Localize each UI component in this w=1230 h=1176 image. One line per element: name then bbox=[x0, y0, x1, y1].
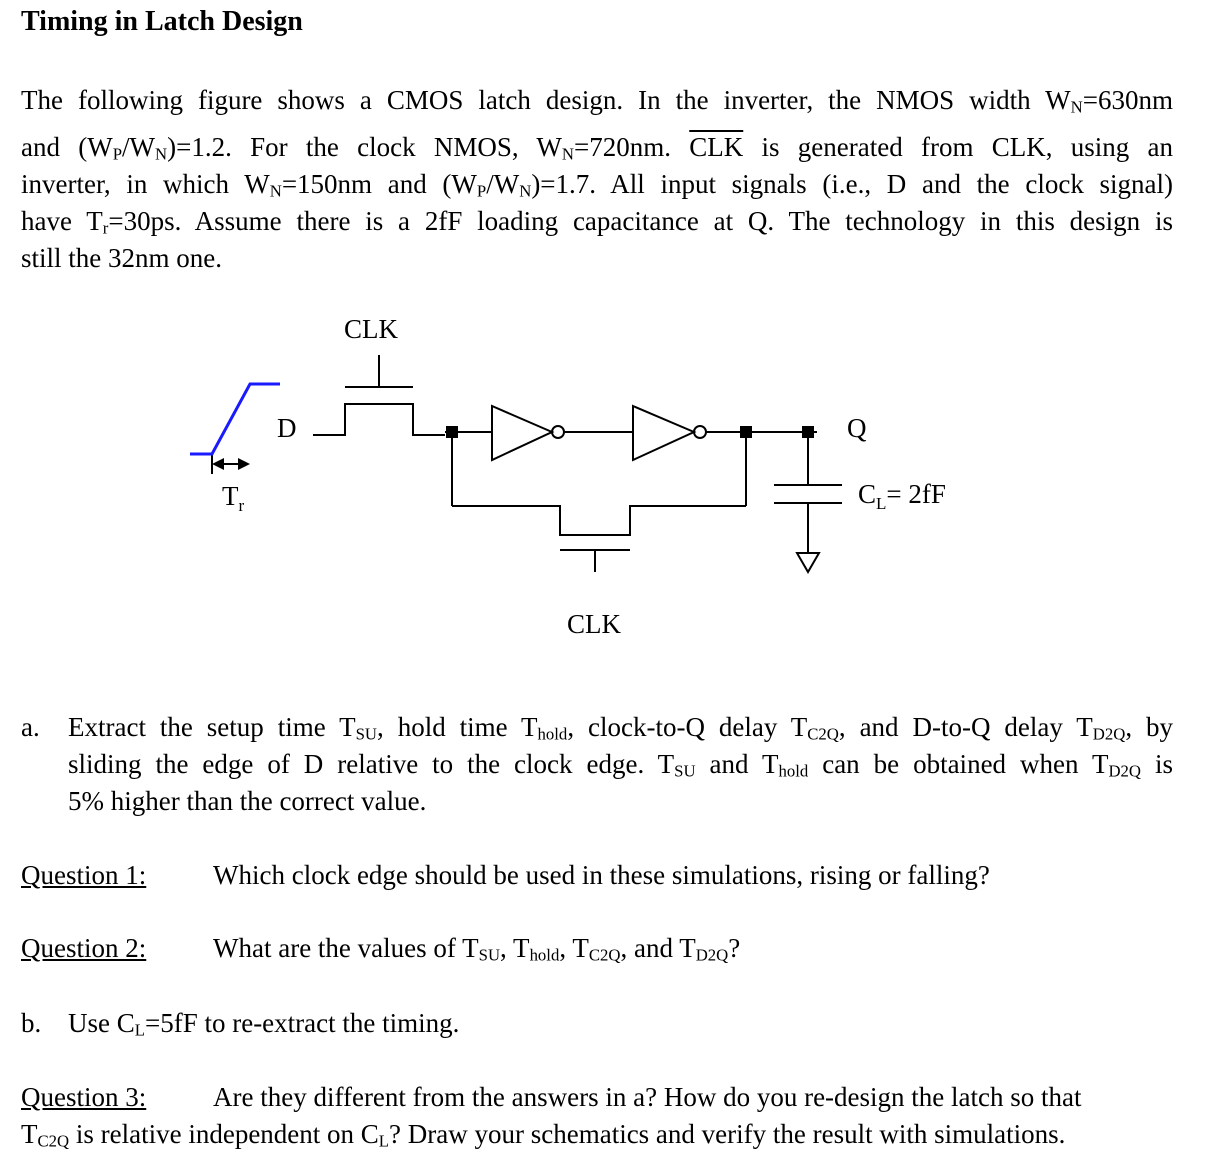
question-3-line-2: $T_{C2Q}$ is relative independent on $C_L$? Draw your schematics and verify the result with simulations. bbox=[21, 1119, 1066, 1151]
part-a-line-1: Extract the setup time $T_{SU}$, hold time $T_{hold}$, clock-to-Q delay $T_{C2Q}$, and D-to-Q delay $T_{D2Q}$, by bbox=[68, 712, 1173, 744]
part-b-marker: b. bbox=[21, 1008, 42, 1038]
question-2-text: What are the values of $T_{SU}$, $T_{hold}$, $T_{C2Q}$, and $T_{D2Q}$? bbox=[213, 933, 741, 965]
part-a-marker: a. bbox=[21, 712, 40, 742]
clk-top-label: CLK bbox=[344, 314, 398, 344]
question-1 bbox=[21, 857, 990, 894]
part-b-text: Use $C_L=5fF$ to re-extract the timing. bbox=[68, 1008, 460, 1040]
cl-label: $C_L= 2fF$ bbox=[858, 479, 946, 513]
intro-paragraph bbox=[21, 82, 1173, 277]
part-a-line-2: sliding the edge of D relative to the clock edge. $T_{SU}$ and $T_{hold}$ can be obtained when $T_{D2Q}$ is bbox=[68, 749, 1173, 781]
intro-line-2: and $(W_P/W_N)=1.2$. For the clock NMOS, $W_N=720nm$. $\overline{CLK}$ is generated from CLK, using an bbox=[21, 132, 1173, 164]
intro-line-5: still the 32nm one. bbox=[21, 243, 222, 273]
question-3-text: Are they different from the answers in a? How do you re-design the latch so that bbox=[213, 1082, 1082, 1112]
node-dot-2 bbox=[740, 426, 752, 438]
question-1-label: Question 1: bbox=[21, 860, 147, 890]
intro-line-3: inverter, in which $W_N=150nm$ and $(W_P/W_N)=1.7$. All input signals (i.e., D and the clock signal) bbox=[21, 169, 1174, 201]
latch-schematic bbox=[0, 290, 1230, 650]
tr-arrowhead-right bbox=[238, 458, 250, 470]
ground-symbol bbox=[797, 553, 819, 572]
intro-line-1: The following figure shows a CMOS latch design. In the inverter, the NMOS width $W_N=630nm$ bbox=[21, 85, 1173, 117]
top-channel bbox=[313, 404, 445, 435]
question-3 bbox=[21, 1079, 1173, 1153]
part-a-line-3: 5% higher than the correct value. bbox=[68, 786, 427, 816]
question-1-text: Which clock edge should be used in these simulations, rising or falling? bbox=[213, 860, 990, 890]
node-dot-1 bbox=[446, 426, 458, 438]
clk-bottom-label: CLK bbox=[567, 609, 621, 639]
question-3-label: Question 3: bbox=[21, 1082, 147, 1112]
question-2 bbox=[21, 930, 740, 967]
inverter-2 bbox=[633, 406, 694, 460]
question-2-label: Question 2: bbox=[21, 933, 147, 963]
tr-label: $T_r$ bbox=[222, 481, 245, 515]
node-dot-q bbox=[802, 426, 814, 438]
inverter-1 bbox=[492, 406, 552, 460]
question-3-line-1 bbox=[21, 1079, 1173, 1116]
clk-bar-text: $\overline{CLK}$ bbox=[689, 132, 744, 162]
page-title: Timing in Latch Design bbox=[21, 6, 303, 37]
tr-arrowhead-left bbox=[212, 458, 224, 470]
input-waveform bbox=[190, 384, 280, 454]
d-label: D bbox=[277, 413, 297, 443]
part-a-text bbox=[68, 709, 1173, 820]
feedback-channel bbox=[452, 506, 746, 535]
q-label: Q bbox=[847, 413, 867, 443]
intro-line-4: have $T_r=30ps$. Assume there is a 2fF loading capacitance at Q. The technology in this design is bbox=[21, 206, 1173, 238]
